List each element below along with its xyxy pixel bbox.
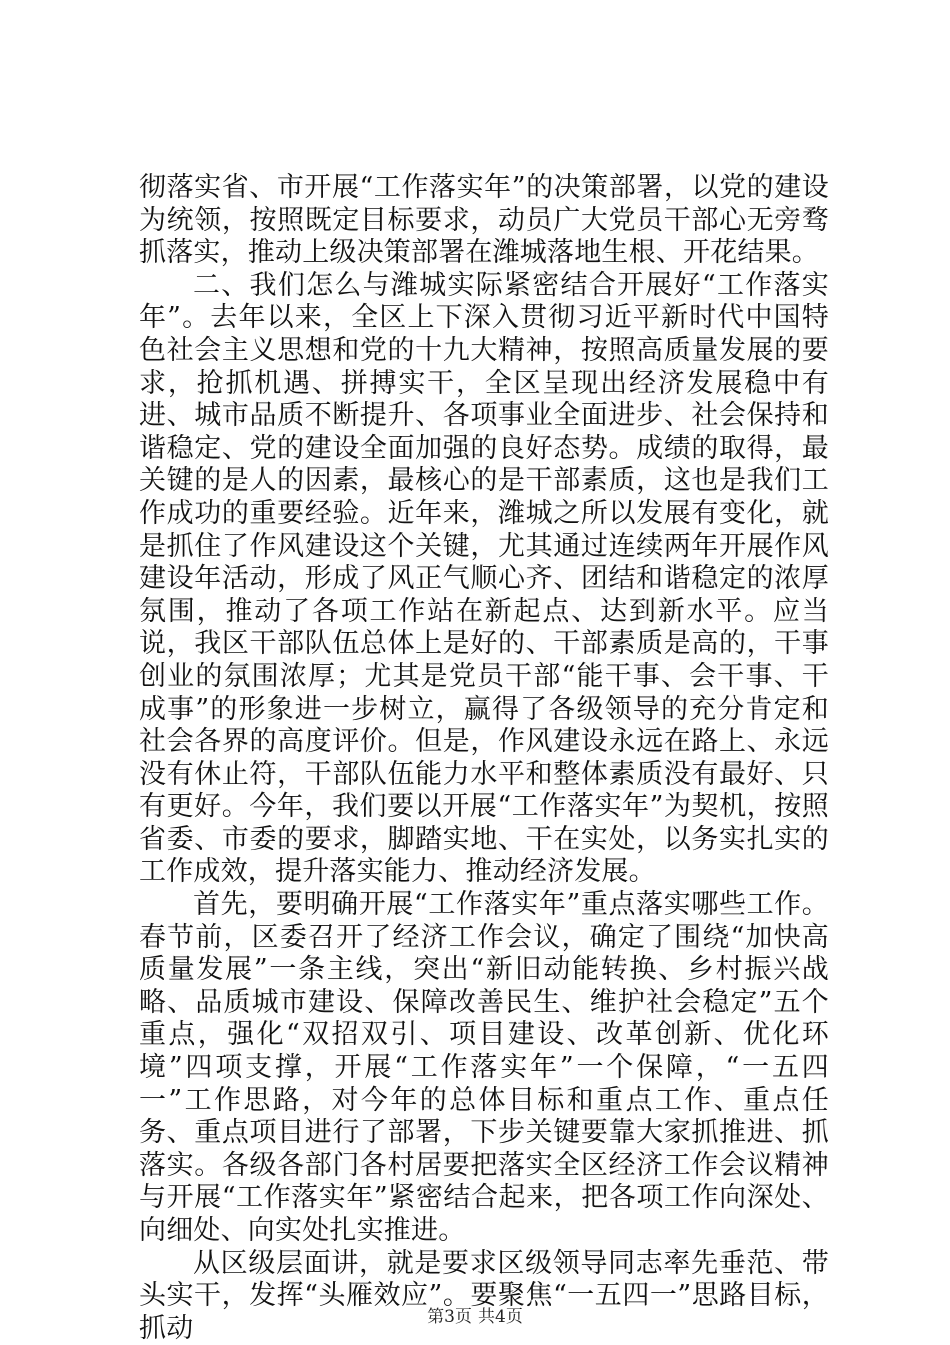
paragraph-2: 二、我们怎么与潍城实际紧密结合开展好“工作落实年”。去年以来，全区上下深入贯彻习近平新时代中国特色社会主义思想和党的十九大精神，按照高质量发展的要求，抢抓机遇、拼搏实干，全区呈现出经济发展稳中有进、城市品质不断提升、各项事业全面进步、社会保持和谐稳定、党的建设全面加强的良好态势。成绩的取得，最关键的是人的因素，最核心的是干部素质，这也是我们工作成功的重要经验。近年来，潍城之所以发展有变化，就是抓住了作风建设这个关键，尤其通过连续两年开展作风建设年活动，形成了风正气顺心齐、团结和谐稳定的浓厚氛围，推动了各项工作站在新起点、达到新水平。应当说，我区干部队伍总体上是好的、干部素质是高的，干事创业的氛围浓厚；尤其是党员干部“能干事、会干事、干成事”的形象进一步树立，赢得了各级领导的充分肯定和社会各界的高度评价。但是，作风建设永远在路上、永远没有休止符，干部队伍能力水平和整体素质没有最好、只有更好。今年，我们要以开展“工作落实年”为契机，按照省委、市委的要求，脚踏实地、干在实处，以务实扎实的工作成效，提升落实能力、推动经济发展。 xyxy=(139,269,829,888)
page-total: 共4页 xyxy=(478,1307,523,1327)
paragraph-1: 彻落实省、市开展“工作落实年”的决策部署，以党的建设为统领，按照既定目标要求，动员广大党员干部心无旁骛抓落实，推动上级决策部署在潍城落地生根、开花结果。 xyxy=(139,172,829,269)
paragraph-4: 从区级层面讲，就是要求区级领导同志率先垂范、带头实干，发挥“头雁效应”。要聚焦“一五四一”思路目标，抓动 xyxy=(139,1247,829,1344)
paragraph-3: 首先，要明确开展“工作落实年”重点落实哪些工作。春节前，区委召开了经济工作会议，确定了围绕“加快高质量发展”一条主线，突出“新旧动能转换、乡村振兴战略、品质城市建设、保障改善民生、维护社会稳定”五个重点，强化“双招双引、项目建设、改革创新、优化环境”四项支撑，开展“工作落实年”一个保障，“一五四一”工作思路，对今年的总体目标和重点工作、重点任务、重点项目进行了部署，下步关键要靠大家抓推进、抓落实。各级各部门各村居要把落实全区经济工作会议精神与开展“工作落实年”紧密结合起来，把各项工作向深处、向细处、向实处扎实推进。 xyxy=(139,889,829,1246)
document-body xyxy=(139,172,829,1345)
page-footer xyxy=(0,1302,950,1327)
page-number: 第3页 xyxy=(427,1307,472,1327)
